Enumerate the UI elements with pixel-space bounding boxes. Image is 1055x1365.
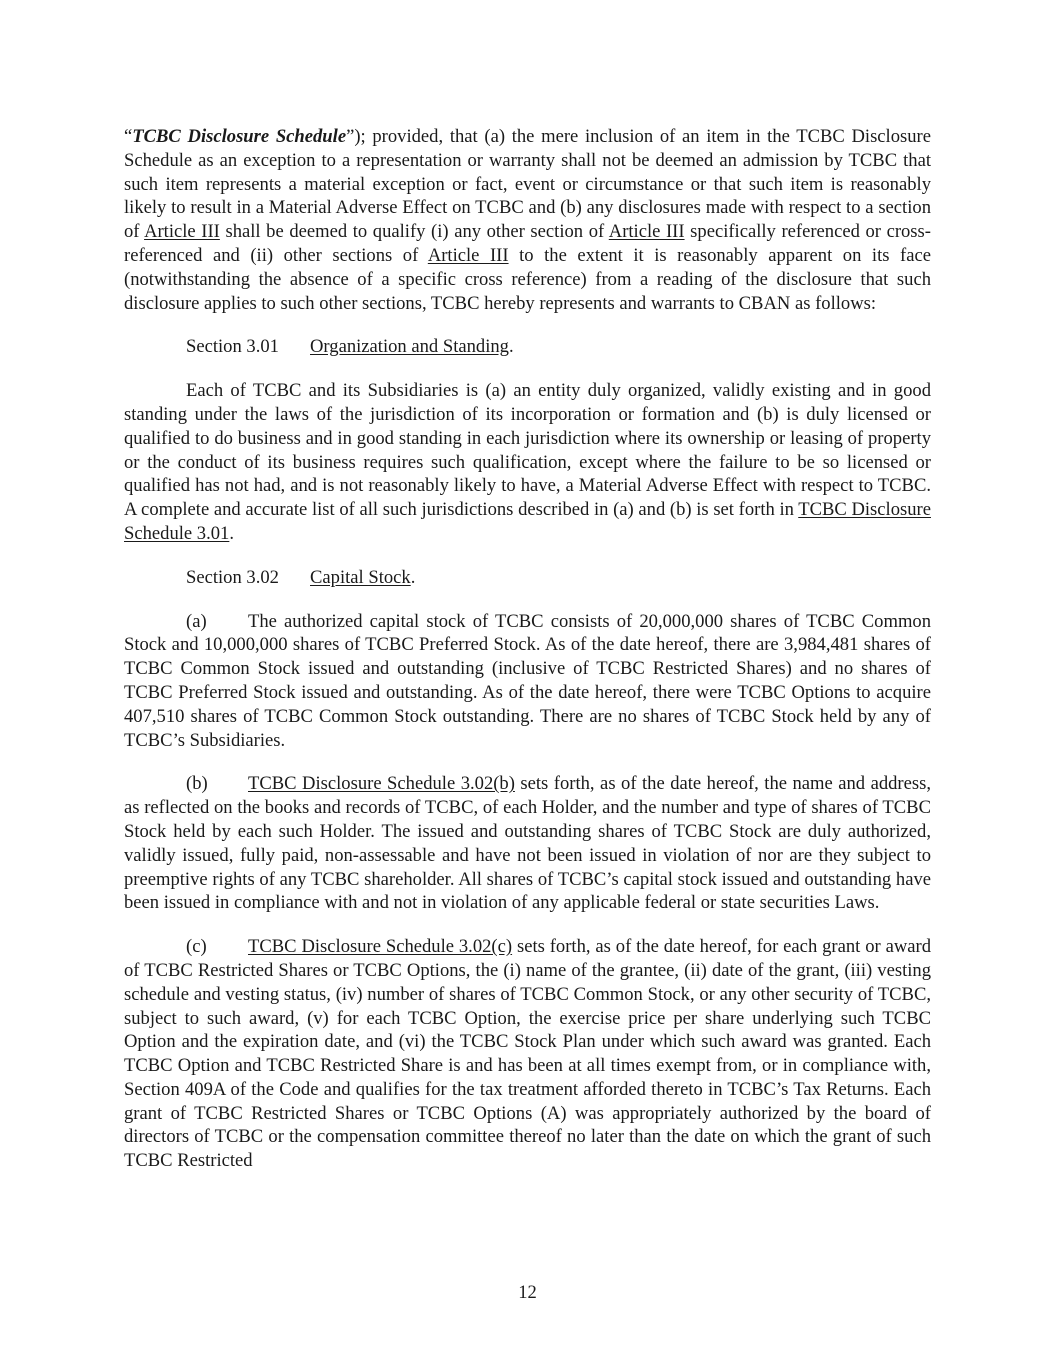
schedule-301-ref: TCBC Disclosure Schedule 3.01 — [124, 499, 931, 544]
section-302-heading — [124, 566, 931, 590]
section-302-period: . — [410, 566, 416, 588]
schedule-302b-ref: TCBC Disclosure Schedule 3.02(b) — [248, 773, 515, 795]
section-301-number: Section 3.01 — [186, 336, 279, 358]
section-301-period: . — [508, 336, 514, 358]
intro-text-2: shall be deemed to qualify (i) any other section of — [219, 221, 609, 243]
section-301-text: Each of TCBC and its Subsidiaries is (a) an entity duly organized, validly existing and in good standing under the laws of the jurisdiction of its incorporation or formation and (b) is duly licensed or qualified to do business and in good standing in each jurisdiction where its ownership or leasing of property or the conduct of its business requires such qualification, except where the failure to be so licensed or qualified has not had, and is not reasonably likely to have, a Material Adverse Effect with respect to TCBC. A complete and accurate list of all such jurisdictions described in (a) and (b) is set forth in — [124, 380, 931, 521]
item-c-label: (c) — [186, 936, 207, 958]
schedule-302c-ref: TCBC Disclosure Schedule 3.02(c) — [248, 936, 513, 958]
section-301-heading — [124, 335, 931, 359]
page-number: 12 — [518, 1282, 537, 1303]
section-302-title: Capital Stock — [310, 566, 411, 588]
item-a-text: The authorized capital stock of TCBC consists of 20,000,000 shares of TCBC Common Stock and 10,000,000 shares of TCBC Preferred Stock. As of the date hereof, there are 3,984,481 shares of TCBC Common Stock issued and outstanding (inclusive of TCBC Restricted Shares) and no shares of TCBC Preferred Stock issued and outstanding. As of the date hereof, there were TCBC Options to acquire 407,510 shares of TCBC Common Stock outstanding. There are no shares of TCBC Stock held by any of TCBC’s Subsidiaries. — [124, 610, 931, 751]
section-302-number: Section 3.02 — [186, 566, 279, 588]
item-a-label: (a) — [186, 610, 207, 632]
intro-text-3: specifically referenced or cross-referenced and (ii) other sections of — [124, 221, 931, 266]
section-302-b — [124, 772, 931, 915]
section-302-c — [124, 935, 931, 1173]
article-iii-ref-2: Article III — [608, 221, 685, 243]
defined-term: TCBC Disclosure Schedule — [132, 126, 347, 147]
article-iii-ref-1: Article III — [144, 221, 220, 243]
section-301-end: . — [229, 522, 234, 544]
item-b-text: sets forth, as of the date hereof, the name and address, as reflected on the books and records of TCBC, of each Holder, and the number and type of shares of TCBC Stock held by each such Holder. The issued and outstanding shares of TCBC Stock are duly authorized, validly issued, fully paid, non-assessable and have not been issued in violation of nor are they subject to preemptive rights of any TCBC shareholder. All shares of TCBC’s capital stock issued and outstanding have been issued in compliance with and not in violation of any applicable federal or state securities Laws. — [124, 773, 931, 914]
section-302-a — [124, 610, 931, 753]
intro-text-1: ”); provided, that (a) the mere inclusion of an item in the TCBC Disclosure Schedule as an exception to a representation or warranty shall not be deemed an admission by TCBC that such item represents a material exception or fact, event or circumstance or that such item is reasonably likely to result in a Material Adverse Effect on TCBC and (b) any disclosures made with respect to a section of — [124, 126, 931, 243]
section-301-title: Organization and Standing — [310, 336, 509, 358]
item-b-label: (b) — [186, 773, 208, 795]
intro-paragraph — [124, 125, 931, 315]
section-301-body — [124, 379, 931, 546]
item-c-text: sets forth, as of the date hereof, for each grant or award of TCBC Restricted Shares or TCBC Options, the (i) name of the grantee, (ii) date of the grant, (iii) vesting schedule and vesting status, (iv) number of shares of TCBC Common Stock, or any other security of TCBC, subject to such award, (v) for each TCBC Option, the exercise price per share underlying such TCBC Option and the expiration date, and (vi) the TCBC Stock Plan under which such award was granted. Each TCBC Option and TCBC Restricted Share is and has been at all times exempt from, or in compliance with, Section 409A of the Code and qualifies for the tax treatment afforded thereto in TCBC’s Tax Returns. Each grant of TCBC Restricted Shares or TCBC Options (A) was appropriately authorized by the board of directors of TCBC or the compensation committee thereof no later than the date on which the grant of such TCBC Restricted — [124, 936, 931, 1172]
document-page — [124, 125, 931, 1173]
article-iii-ref-3: Article III — [427, 244, 509, 266]
open-quote: “ — [124, 126, 133, 147]
intro-text-4: to the extent it is reasonably apparent on its face (notwithstanding the absence of a specific cross reference) from a reading of the disclosure that such disclosure applies to such other sections, TCBC hereby represents and warrants to CBAN as follows: — [124, 244, 931, 314]
